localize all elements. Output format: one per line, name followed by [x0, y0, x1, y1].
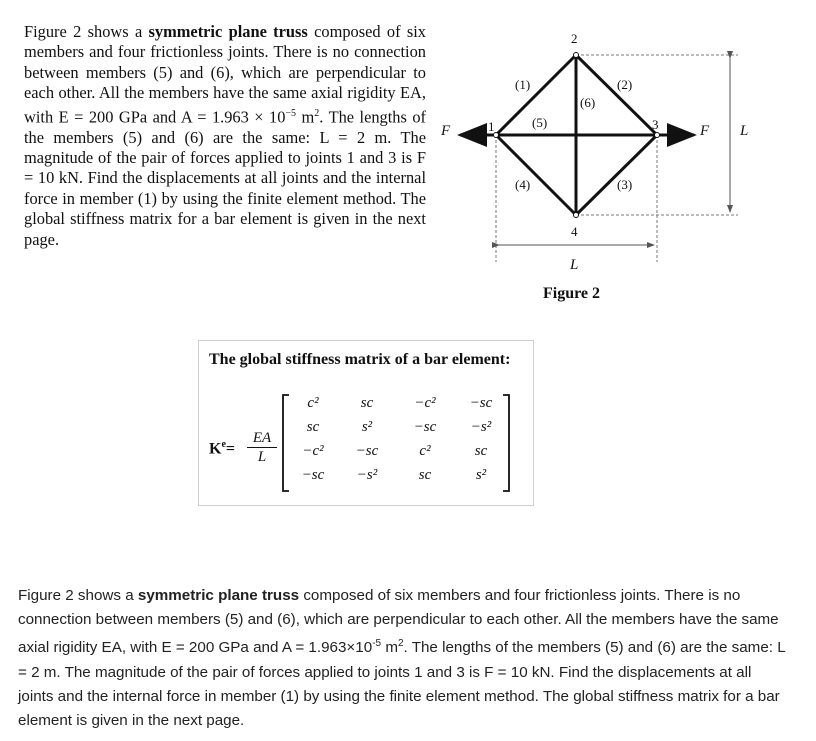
problem-text-part: m	[296, 107, 315, 127]
joint-label-4: 4	[571, 224, 578, 239]
k-superscript: e	[221, 439, 226, 450]
joint-4	[574, 213, 579, 218]
bottom-text-part: Figure 2 shows a	[18, 587, 138, 604]
matrix-cell: −c²	[414, 395, 436, 411]
member-label-4: (4)	[515, 177, 531, 192]
truss-diagram	[0, 0, 816, 320]
force-label-left: F	[441, 123, 451, 139]
matrix-cell: s²	[361, 419, 373, 435]
left-bracket	[283, 395, 289, 491]
bottom-bold-phrase: symmetric plane truss	[137, 587, 300, 604]
force-label-right: F	[700, 123, 710, 139]
exponent: −5	[285, 107, 297, 119]
matrix-cell: sc	[418, 467, 432, 483]
problem-bold-phrase: symmetric plane truss	[148, 22, 308, 41]
matrix-cell: −sc	[413, 419, 437, 435]
joint-label-1: 1	[488, 119, 495, 134]
member-label-3: (3)	[617, 177, 633, 192]
member-label-1: (1)	[515, 77, 531, 92]
joint-label-2: 2	[571, 31, 578, 46]
fraction-numerator: EA	[247, 429, 277, 448]
matrix-cell: −c²	[302, 443, 324, 459]
matrix-cell: −s²	[470, 419, 492, 435]
bottom-text-part: m	[381, 639, 398, 657]
equals-sign: =	[225, 440, 236, 458]
joint-3	[655, 133, 660, 138]
k-letter: K	[209, 440, 222, 458]
figure-caption: Figure 2	[543, 285, 601, 302]
matrix-title: The global stiffness matrix of a bar element:	[209, 351, 511, 368]
matrix-cell: −s²	[356, 467, 378, 483]
member-4	[496, 135, 576, 215]
member-label-5: (5)	[532, 115, 548, 130]
problem-text-part: composed of six members and four frictionless joints. There is no connection between members (5) and (6), which are perpendicular to each other. All the members have the same axial rigidity EA, with E = 200 GPa and A = 1.963 × 10	[24, 22, 426, 127]
member-3	[576, 135, 657, 215]
matrix-cell: −sc	[355, 443, 379, 459]
stiffness-matrix-box	[198, 340, 534, 506]
matrix-cell: sc	[474, 443, 488, 459]
matrix-cell: c²	[419, 443, 431, 459]
problem-text-part: . The lengths of the members (5) and (6) are the same: L = 2 m. The magnitude of the pair of forces applied to joints 1 and 3 is F = 10 kN. Find the displacements at all joints and the internal force in member (1) by using the finite element method. The global stiffness matrix for a bar element is given in the next page.	[24, 107, 427, 249]
ea-over-l	[247, 429, 277, 466]
transcribed-problem-text	[18, 584, 788, 733]
matrix-cell: s²	[475, 467, 487, 483]
matrix-cell: −sc	[301, 467, 325, 483]
joint-2	[574, 53, 579, 58]
right-bracket	[503, 395, 509, 491]
bottom-text-part: . The lengths of the members (5) and (6) are the same: L = 2 m. The magnitude of the pair of forces applied to joints 1 and 3 is F = 10 kN. Find the displacements at all joints and the internal force in member (1) by using the finite element method. The global stiffness matrix for a bar element is given in the next page.	[18, 639, 786, 730]
fraction-denominator: L	[257, 449, 267, 465]
matrix-cell: sc	[306, 419, 320, 435]
problem-text-part: Figure 2 shows a	[24, 22, 149, 41]
exponent: -5	[372, 638, 382, 650]
joint-label-3: 3	[652, 117, 659, 132]
matrix-cell: −sc	[469, 395, 493, 411]
member-label-2: (2)	[617, 77, 633, 92]
member-label-6: (6)	[580, 95, 596, 110]
dim-label-vertical: L	[740, 123, 749, 139]
dim-label-horizontal: L	[570, 257, 579, 273]
k-symbol	[209, 439, 235, 458]
exponent: 2	[314, 107, 320, 119]
exponent: 2	[397, 638, 404, 650]
matrix-cell: sc	[360, 395, 374, 411]
bottom-text-part: composed of six members and four frictionless joints. There is no connection between members (5) and (6), which are perpendicular to each other. All the members have the same axial rigidity EA, with E = 200 GPa and A = 1.963×10	[18, 587, 779, 657]
matrix-cell: c²	[307, 395, 319, 411]
